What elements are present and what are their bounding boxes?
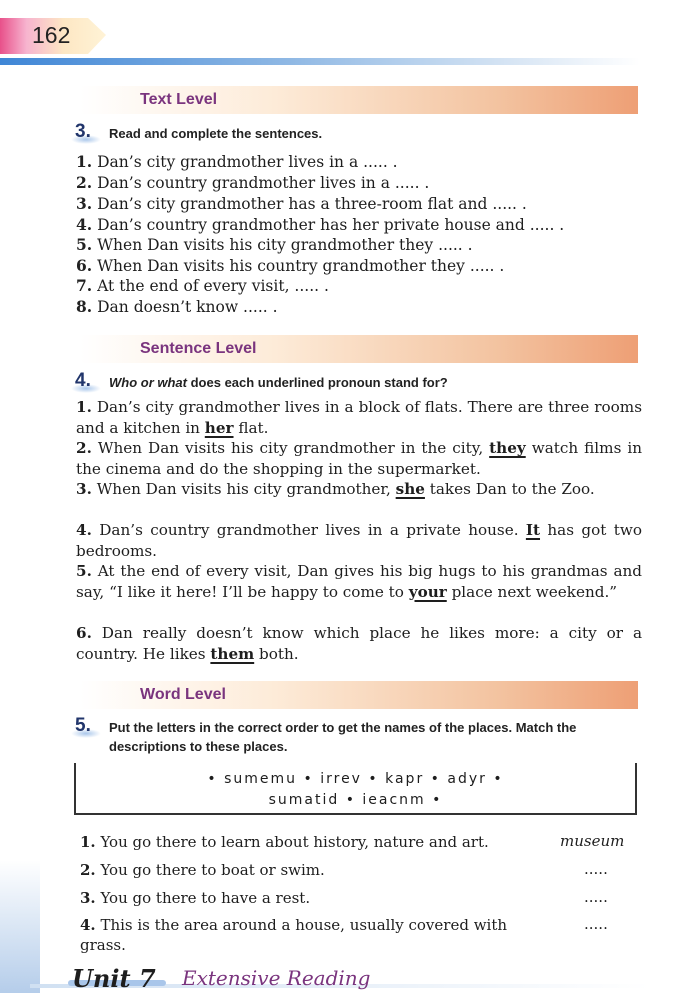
item-number: 6. (76, 624, 92, 642)
task-3-item (76, 152, 640, 172)
page-number: 162 (32, 22, 71, 48)
underlined-pronoun: her (204, 418, 234, 437)
item-number: 5. (76, 562, 92, 580)
item-text-after: has got two bedrooms. (76, 521, 642, 560)
item-text: Dan’s city grandmother lives in a ..... . (97, 153, 398, 171)
item-number: 6. (76, 256, 93, 275)
item-text: Dan’s city grandmother has a three-room flat and ..... . (97, 195, 527, 213)
task-4-item (76, 479, 642, 500)
item-text: This is the area around a house, usually covered with grass. (80, 916, 508, 954)
task-5-item (80, 860, 550, 880)
item-text: You go there to learn about history, nature and art. (100, 833, 489, 851)
task-3-item (76, 235, 640, 255)
item-text: Dan’s country grandmother has her private house and ..... . (97, 216, 565, 234)
task-4-item (76, 438, 642, 479)
task-3-item (76, 173, 640, 193)
item-text-before: Dan’s country grandmother lives in a private house. (99, 521, 526, 539)
task-4-item (76, 623, 642, 664)
scrambled-words-line-2: sumatid • ieacnm • (268, 792, 443, 808)
item-number: 4. (76, 215, 93, 234)
item-text: When Dan visits his country grandmother they ..... . (97, 257, 505, 275)
item-text-before: When Dan visits his city grandmother in the city, (97, 439, 490, 457)
item-number: 5. (76, 235, 93, 254)
underlined-pronoun: your (408, 582, 447, 601)
item-text-after: watch films in the cinema and do the shopping in the supermarket. (76, 439, 643, 478)
task-4-item (76, 397, 642, 438)
item-number: 1. (76, 152, 93, 171)
item-number: 2. (76, 173, 93, 192)
item-text-after: takes Dan to the Zoo. (424, 480, 595, 498)
task-4-instruction (109, 373, 639, 392)
item-number: 1. (76, 398, 92, 416)
unit-logo (66, 962, 168, 993)
item-number: 4. (80, 916, 96, 934)
item-text-after: flat. (233, 418, 269, 437)
task-4-item (76, 561, 642, 602)
underlined-pronoun: she (395, 480, 425, 498)
footer-title: Extensive Reading (182, 966, 371, 990)
task-5-item (80, 832, 550, 852)
task-3-item (76, 297, 640, 317)
item-number: 3. (76, 194, 93, 213)
sentence-level-title: Sentence Level (140, 340, 257, 357)
item-text: When Dan visits his city grandmother they ..... . (97, 236, 473, 254)
item-text: Dan doesn’t know ..... . (97, 298, 278, 316)
underlined-pronoun: them (210, 644, 255, 663)
task-3-instruction: Read and complete the sentences. (109, 126, 323, 141)
task-4-instruction-rest: does each underlined pronoun stand for? (187, 375, 448, 390)
item-text: Dan’s country grandmother lives in a ..... . (97, 174, 430, 192)
item-text-after: place next weekend.” (446, 582, 618, 601)
task-3-item (76, 194, 640, 214)
item-text: You go there to boat or swim. (100, 861, 325, 879)
item-number: 2. (80, 861, 96, 879)
item-text-before: When Dan visits his city grandmother, (96, 480, 396, 498)
underlined-pronoun: they (489, 439, 526, 457)
task-4-item (76, 520, 642, 561)
item-number: 2. (76, 439, 92, 457)
item-answer: ..... (584, 888, 608, 906)
task-5-number: 5. (75, 715, 103, 737)
task-5-instruction: Put the letters in the correct order to get the names of the places. Match the descriptions to these places. (109, 720, 577, 754)
item-answer: museum (560, 832, 625, 850)
unit-logo-text: Unit 7 (72, 964, 156, 993)
underlined-pronoun: It (525, 521, 541, 539)
item-number: 1. (80, 833, 96, 851)
task-3-number: 3. (75, 121, 103, 143)
item-number: 4. (76, 521, 92, 539)
scrambled-words-line-1: • sumemu • irrev • kapr • adyr • (207, 771, 504, 787)
scrambled-words-box (74, 763, 637, 815)
item-text-before: Dan’s city grandmother lives in a block of flats. There are three rooms and a kitchen in (76, 398, 643, 437)
task-5-item (80, 915, 550, 955)
item-number: 3. (76, 480, 92, 498)
task-3-item (76, 276, 640, 296)
task-4-number: 4. (75, 370, 103, 392)
item-answer: ..... (584, 915, 608, 933)
task-3-item (76, 215, 640, 235)
item-answer: ..... (584, 860, 608, 878)
item-text: At the end of every visit, ..... . (97, 277, 329, 295)
item-number: 8. (76, 297, 93, 316)
task-3-item (76, 256, 640, 276)
item-number: 7. (76, 276, 93, 295)
item-text-before: At the end of every visit, Dan gives his big hugs to his grandmas and say, “I like it here! I’ll be happy to come to (76, 562, 643, 601)
item-text-after: both. (254, 644, 299, 663)
task-4-instruction-italic: Who or what (109, 375, 187, 390)
item-text: You go there to have a rest. (100, 889, 311, 907)
word-level-title: Word Level (140, 686, 226, 703)
left-decor-fade (0, 860, 40, 993)
task-5-item (80, 888, 550, 908)
text-level-title: Text Level (140, 91, 218, 108)
top-rule (0, 58, 640, 65)
item-text-before: Dan really doesn’t know which place he likes more: a city or a country. He likes (76, 624, 643, 663)
item-number: 3. (80, 889, 96, 907)
